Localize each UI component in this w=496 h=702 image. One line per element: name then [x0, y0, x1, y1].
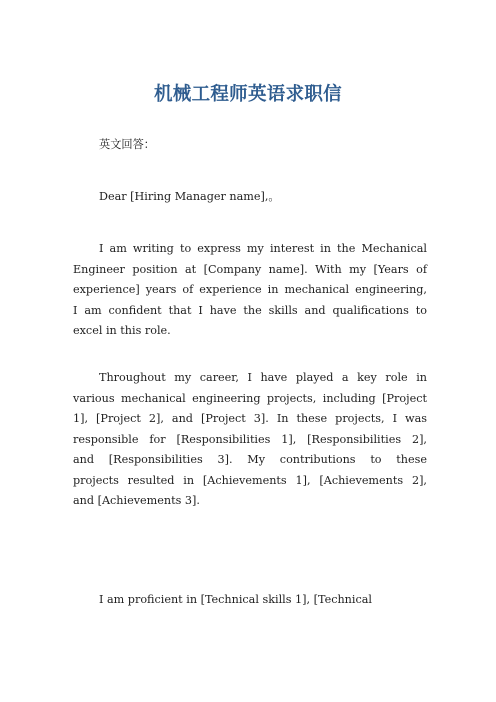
paragraph-line: I am proficient in [Technical skills 1], [Technical	[99, 593, 372, 606]
document-title: 机械工程师英语求职信	[153, 84, 342, 105]
greeting-line	[73, 189, 427, 205]
paragraph-line: Engineer position at [Company name]. With my [Years of	[73, 262, 427, 276]
paragraph-1	[73, 239, 427, 342]
paragraph-line: and [Achievements 3].	[73, 494, 200, 507]
paragraph-line: I am writing to express my interest in the Mechanical	[99, 242, 427, 255]
paragraph-3	[73, 590, 427, 611]
paragraph-line: projects resulted in [Achievements 1], [Achievements 2],	[73, 473, 427, 487]
paragraph-line: excel in this role.	[73, 324, 171, 337]
paragraph-line: Throughout my career, I have played a key role in	[99, 371, 427, 384]
paragraph-line: experience] years of experience in mechanical engineering,	[73, 283, 427, 296]
paragraph-2	[73, 368, 427, 512]
paragraph-line: I am confident that I have the skills and qualifications to	[73, 303, 427, 317]
greeting-text: Dear [Hiring Manager name],。	[99, 190, 280, 203]
paragraph-line: and [Responsibilities 3]. My contributions to these	[73, 453, 427, 466]
answer-label-text: 英文回答：	[99, 138, 155, 151]
paragraph-line: responsible for [Responsibilities 1], [Responsibilities 2],	[73, 432, 427, 446]
paragraph-line: 1], [Project 2], and [Project 3]. In these projects, I was	[73, 412, 427, 425]
paragraph-line: various mechanical engineering projects, including [Project	[73, 391, 427, 405]
answer-label	[73, 137, 427, 153]
